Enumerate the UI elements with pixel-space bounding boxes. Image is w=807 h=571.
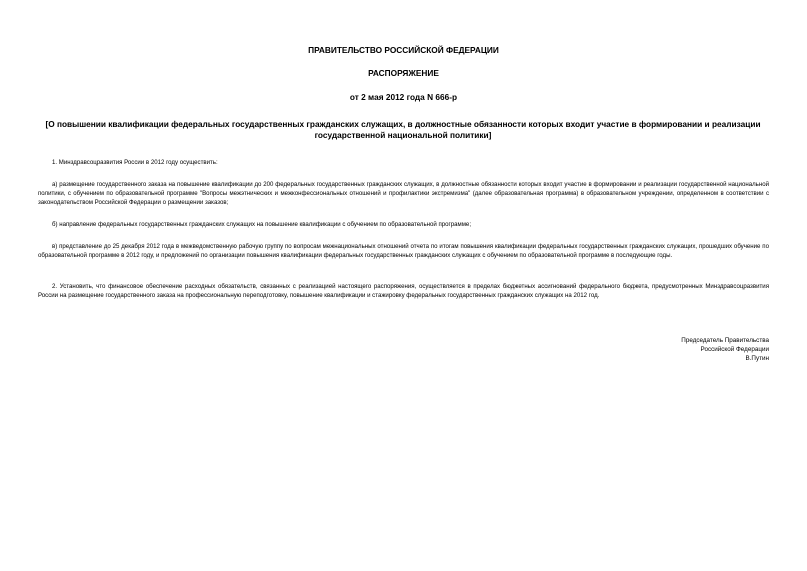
paragraph-1: 1. Минздравсоцразвития России в 2012 году осуществить: — [52, 159, 218, 166]
document-title: [О повышении квалификации федеральных государственных гражданских служащих, в должностные обязанности которых входит участие в формировании и реализации государственной национальной политики] — [45, 119, 761, 140]
signatory-organization: Российской Федерации — [700, 346, 769, 353]
government-heading: ПРАВИТЕЛЬСТВО РОССИЙСКОЙ ФЕДЕРАЦИИ — [308, 45, 499, 55]
signature-block — [681, 336, 769, 363]
date-number-heading: от 2 мая 2012 года N 666-р — [349, 92, 458, 102]
document-type-heading: РАСПОРЯЖЕНИЕ — [368, 68, 439, 78]
signatory-name: В.Путин — [745, 355, 769, 362]
paragraph-1a: а) размещение государственного заказа на повышение квалификации до 200 федеральных государственных гражданских служащих, в должностные обязанности которых входит участие в формировании и реализации государственной национальной политики, с обучением по образовательной программе "Вопросы межэтнических и межконфессиональных отношений и профилактики экстремизма" (далее образовательная программа) в образовательном учреждении, определенном в соответствии с законодательством Российской Федерации о размещении заказов; — [38, 181, 769, 206]
paragraph-1b: б) направление федеральных государственных гражданских служащих на повышение квалификации с обучением по образовательной программе; — [52, 221, 472, 228]
paragraph-2: 2. Установить, что финансовое обеспечение расходных обязательств, связанных с реализацией настоящего распоряжения, осуществляется в пределах бюджетных ассигнований федерального бюджета, предусмотренных Минздравсоцразвития России на размещение государственного заказа на профессиональную переподготовку, повышение квалификации и стажировку федеральных государственных гражданских служащих на 2012 год. — [38, 283, 769, 299]
paragraph-1c: в) представление до 25 декабря 2012 года в межведомственную рабочую группу по вопросам межнациональных отношений отчета по итогам повышения квалификации федеральных государственных гражданских служащих, прошедших обучение по образовательной программе в 2012 году, и предложений по организации повышения квалификации федеральных государственных гражданских служащих с обучением по образовательной программе в последующие годы. — [38, 243, 769, 259]
signatory-position: Председатель Правительства — [681, 337, 769, 344]
